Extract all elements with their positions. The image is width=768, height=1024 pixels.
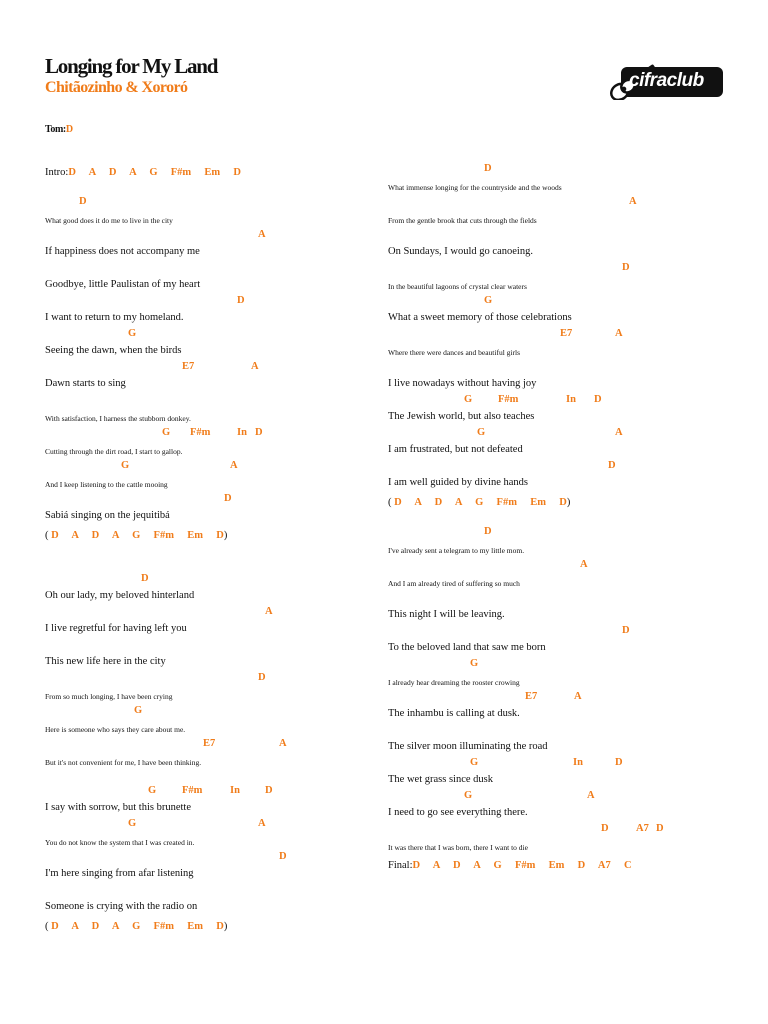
lyric-text: From so much longing, I have been crying: [45, 692, 173, 701]
lyric-text: I live regretful for having left you: [45, 623, 187, 634]
lyric-line: [388, 657, 728, 690]
song-artist[interactable]: Chitãozinho & Xororó: [45, 79, 188, 96]
chord-row: [388, 162, 728, 176]
lyric-text: What good does it do me to live in the city: [45, 216, 173, 225]
chord[interactable]: G: [484, 295, 493, 306]
chord-row: [45, 228, 375, 242]
chord-row: [45, 638, 375, 652]
paren-close: ): [566, 497, 571, 508]
chord-row: [388, 657, 728, 671]
chord-row: [45, 261, 375, 275]
paren-close: ): [223, 921, 228, 932]
chord[interactable]: D: [258, 672, 266, 683]
chord[interactable]: G: [470, 757, 479, 768]
lyric-line: [45, 228, 375, 261]
lyric-line: [388, 360, 728, 393]
chord-sequence-repeat: [388, 496, 570, 510]
lyric-line: [388, 327, 728, 360]
chord[interactable]: E7: [560, 328, 573, 339]
chord[interactable]: D: [79, 196, 87, 207]
lyric-text: But it's not convenient for me, I have been thinking.: [45, 758, 202, 767]
lyric-text: Here is someone who says they care about me.: [45, 725, 186, 734]
lyric-text: I already hear dreaming the rooster crowing: [388, 678, 520, 687]
chord[interactable]: F#m: [190, 427, 211, 438]
chord-sequence-chords[interactable]: D A D A G F#m Em D A7 C: [412, 860, 632, 871]
chord-sequence: [388, 859, 632, 873]
lyric-line: [388, 525, 728, 558]
chord[interactable]: In: [573, 757, 583, 768]
lyric-line: [45, 558, 375, 572]
chord-row: [45, 817, 375, 831]
chord[interactable]: G: [128, 818, 137, 829]
lyric-line: [388, 591, 728, 624]
chord[interactable]: F#m: [498, 394, 519, 405]
chord[interactable]: G: [121, 460, 130, 471]
chord[interactable]: A: [230, 460, 238, 471]
tom-value[interactable]: D: [65, 124, 73, 135]
chord-row: [45, 492, 375, 506]
chord[interactable]: D: [484, 526, 492, 537]
chord-sequence-chords[interactable]: D A D A G F#m Em D: [51, 921, 224, 932]
chord[interactable]: G: [134, 705, 143, 716]
lyric-line: [45, 671, 375, 704]
chord-row: [388, 327, 728, 341]
lyric-text: On Sundays, I would go canoeing.: [388, 246, 533, 257]
lyric-text: Oh our lady, my beloved hinterland: [45, 590, 195, 601]
lyric-text: With satisfaction, I harness the stubborn donkey.: [45, 414, 191, 423]
lyric-line: [45, 638, 375, 671]
lyric-line: [45, 572, 375, 605]
lyric-text: The inhambu is calling at dusk.: [388, 708, 520, 719]
lyric-text: The wet grass since dusk: [388, 774, 493, 785]
chord[interactable]: G: [162, 427, 171, 438]
lyric-text: The Jewish world, but also teaches: [388, 411, 535, 422]
chord[interactable]: D: [608, 460, 616, 471]
chord[interactable]: D: [622, 262, 630, 273]
chord[interactable]: D: [656, 823, 664, 834]
lyric-text: Goodbye, little Paulistan of my heart: [45, 279, 201, 290]
lyric-text: The silver moon illuminating the road: [388, 741, 548, 752]
lyric-text: You do not know the system that I was created in.: [45, 838, 195, 847]
chord[interactable]: A: [615, 427, 623, 438]
chord[interactable]: A7: [636, 823, 649, 834]
chord-row: [388, 294, 728, 308]
chord-row: [388, 591, 728, 605]
chord-row: [388, 789, 728, 803]
chord-row: [388, 360, 728, 374]
song-header: [45, 54, 217, 98]
chord-row: [388, 393, 728, 407]
chord-row: [45, 883, 375, 897]
lyric-line: [45, 195, 375, 228]
lyric-line: [45, 525, 375, 558]
lyric-text: Cutting through the dirt road, I start to gallop.: [45, 447, 183, 456]
chord[interactable]: A: [574, 691, 582, 702]
chord[interactable]: D: [237, 295, 245, 306]
lyric-line: [45, 737, 375, 770]
chord[interactable]: G: [470, 658, 479, 669]
chord-row: [388, 822, 728, 836]
chord[interactable]: D: [622, 625, 630, 636]
lyric-text: I've already sent a telegram to my little mom.: [388, 546, 525, 555]
lyric-text: I am well guided by divine hands: [388, 477, 528, 488]
lyric-line: [45, 817, 375, 850]
lyric-line: [45, 162, 375, 195]
lyric-text: In the beautiful lagoons of crystal clear waters: [388, 282, 527, 291]
chord-sequence-chords[interactable]: D A D A G F#m Em D: [394, 497, 567, 508]
lyric-text: I want to return to my homeland.: [45, 312, 184, 323]
chord[interactable]: F#m: [182, 785, 203, 796]
chord[interactable]: In: [237, 427, 247, 438]
chord-row: [45, 426, 375, 440]
chord-row: [45, 704, 375, 718]
chord-row: [45, 572, 375, 586]
chord[interactable]: E7: [525, 691, 538, 702]
chord[interactable]: D: [255, 427, 263, 438]
lyric-line: [45, 327, 375, 360]
chord[interactable]: D: [484, 163, 492, 174]
chord[interactable]: In: [566, 394, 576, 405]
chord-row: [388, 228, 728, 242]
lyric-text: Dawn starts to sing: [45, 378, 126, 389]
tom-key: [45, 124, 73, 135]
lyric-text: I need to go see everything there.: [388, 807, 528, 818]
chord-row: [45, 850, 375, 864]
chord-row: [45, 671, 375, 685]
cifraclub-logo[interactable]: [607, 58, 725, 100]
chord[interactable]: E7: [203, 738, 216, 749]
chord-sequence: [45, 166, 241, 180]
lyric-line: [45, 850, 375, 883]
logo-text: cifraclub: [629, 70, 704, 91]
chord[interactable]: G: [148, 785, 157, 796]
lyric-text: What a sweet memory of those celebrations: [388, 312, 572, 323]
lyric-line: [45, 492, 375, 525]
chord-row: [45, 459, 375, 473]
chord-row: [388, 426, 728, 440]
chord[interactable]: D: [224, 493, 232, 504]
chord-sequence-chords[interactable]: D A D A G F#m Em D: [51, 530, 224, 541]
song-title: Longing for My Land: [45, 54, 218, 78]
chord-row: [388, 723, 728, 737]
chord[interactable]: A: [258, 229, 266, 240]
chord[interactable]: G: [128, 328, 137, 339]
lyric-line: [45, 770, 375, 784]
paren-open: (: [388, 497, 395, 508]
chord[interactable]: E7: [182, 361, 195, 372]
chord[interactable]: D: [594, 394, 602, 405]
chord-row: [388, 690, 728, 704]
lyric-text: I'm here singing from afar listening: [45, 868, 194, 879]
lyric-line: [45, 360, 375, 393]
chord[interactable]: A: [258, 818, 266, 829]
chord-row: [388, 261, 728, 275]
left-column: [45, 162, 375, 949]
lyric-line: [45, 426, 375, 459]
lyric-line: [388, 294, 728, 327]
chord[interactable]: G: [464, 394, 473, 405]
chord-row: [388, 624, 728, 638]
lyric-line: [388, 459, 728, 492]
chord[interactable]: D: [615, 757, 623, 768]
lyric-line: [388, 393, 728, 426]
paren-close: ): [223, 530, 228, 541]
chord[interactable]: G: [477, 427, 486, 438]
chord-sequence-repeat: [45, 920, 227, 934]
chord-row: [45, 605, 375, 619]
lyric-line: [45, 704, 375, 737]
lyric-line: [388, 822, 728, 855]
lyric-text: I say with sorrow, but this brunette: [45, 802, 192, 813]
chord-row: [45, 360, 375, 374]
lyric-line: [45, 784, 375, 817]
lyric-text: If happiness does not accompany me: [45, 246, 200, 257]
chord[interactable]: D: [601, 823, 609, 834]
lyric-line: [388, 855, 728, 888]
paren-open: (: [45, 921, 52, 932]
lyric-text: What immense longing for the countryside and the woods: [388, 183, 562, 192]
lyric-text: To the beloved land that saw me born: [388, 642, 546, 653]
chord[interactable]: D: [265, 785, 273, 796]
lyric-line: [45, 294, 375, 327]
lyric-line: [45, 916, 375, 949]
chord-sequence-repeat: [45, 529, 227, 543]
chord-row: [388, 558, 728, 572]
chord[interactable]: A: [265, 606, 273, 617]
lyric-line: [388, 690, 728, 723]
lyric-line: [388, 261, 728, 294]
lyric-line: [388, 195, 728, 228]
chord-row: [45, 784, 375, 798]
lyric-text: It was there that I was born, there I want to die: [388, 843, 528, 852]
chord-row: [388, 195, 728, 209]
chord-row: [45, 294, 375, 308]
chord-row: [45, 393, 375, 407]
lyric-line: [388, 426, 728, 459]
lyric-text: This new life here in the city: [45, 656, 166, 667]
paren-open: (: [45, 530, 52, 541]
lyric-line: [45, 605, 375, 638]
chord[interactable]: G: [464, 790, 473, 801]
lyric-line: [45, 261, 375, 294]
chord[interactable]: A: [251, 361, 259, 372]
chord[interactable]: A: [580, 559, 588, 570]
chord-row: [388, 525, 728, 539]
lyric-text: From the gentle brook that cuts through the fields: [388, 216, 537, 225]
chord-row: [388, 459, 728, 473]
lyric-text: Sabiá singing on the jequitibá: [45, 510, 170, 521]
chord[interactable]: A: [587, 790, 595, 801]
lyric-line: [388, 492, 728, 525]
lyric-text: I am frustrated, but not defeated: [388, 444, 523, 455]
chord-row: [45, 195, 375, 209]
lyric-text: Seeing the dawn, when the birds: [45, 345, 182, 356]
chord[interactable]: A: [279, 738, 287, 749]
chord[interactable]: A: [615, 328, 623, 339]
lyric-line: [388, 558, 728, 591]
lyric-text: And I am already tired of suffering so much: [388, 579, 520, 588]
chord[interactable]: D: [279, 851, 287, 862]
lyric-text: This night I will be leaving.: [388, 609, 505, 620]
lyric-line: [45, 459, 375, 492]
lyric-text: Someone is crying with the radio on: [45, 901, 198, 912]
lyric-text: I live nowadays without having joy: [388, 378, 537, 389]
chord[interactable]: A: [629, 196, 637, 207]
lyric-line: [388, 162, 728, 195]
sequence-label: Intro:: [45, 167, 69, 178]
sequence-label: Final:: [388, 860, 413, 871]
chord-row: [45, 737, 375, 751]
chord[interactable]: D: [141, 573, 149, 584]
lyric-line: [45, 393, 375, 426]
chord[interactable]: In: [230, 785, 240, 796]
right-column: [388, 162, 728, 888]
lyric-line: [45, 883, 375, 916]
lyric-text: Where there were dances and beautiful girls: [388, 348, 521, 357]
lyric-line: [388, 723, 728, 756]
chord-row: [388, 756, 728, 770]
chord-row: [45, 327, 375, 341]
tom-label: Tom:: [45, 124, 66, 135]
lyric-text: And I keep listening to the cattle mooing: [45, 480, 168, 489]
lyric-line: [388, 624, 728, 657]
chord-sequence-chords[interactable]: D A D A G F#m Em D: [68, 167, 242, 178]
lyric-line: [388, 756, 728, 789]
lyric-line: [388, 789, 728, 822]
lyric-line: [388, 228, 728, 261]
